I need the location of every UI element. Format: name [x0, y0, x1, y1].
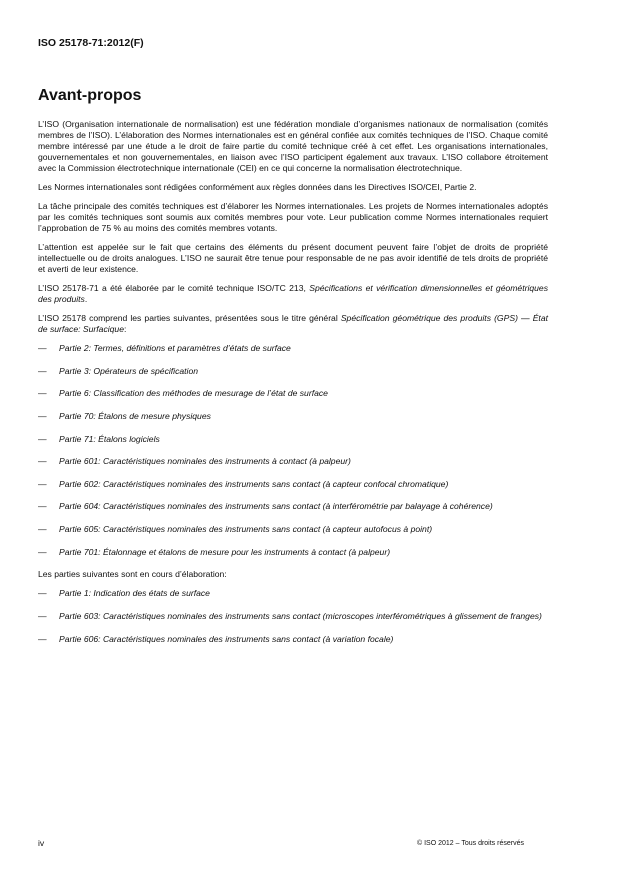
parts-intro-suffix: : — [124, 324, 127, 335]
dash-bullet: — — [38, 501, 47, 512]
list-item-text: Partie 604: Caractéristiques nominales des instruments sans contact (à interférométrie par balayage à cohérence) — [59, 501, 493, 512]
dash-bullet: — — [38, 611, 47, 622]
committee-paragraph — [38, 283, 548, 305]
parts-intro-prefix: L’ISO 25178 comprend les parties suivantes, présentées sous le titre général — [38, 313, 341, 324]
parts-intro-title: Spécification géométrique des produits (GPS) — État de surface: Surfacique — [38, 313, 548, 335]
list-item-text: Partie 2: Termes, définitions et paramètres d’états de surface — [59, 343, 291, 354]
list-item — [38, 366, 548, 377]
list-item — [38, 634, 548, 645]
paragraph: L’ISO (Organisation internationale de normalisation) est une fédération mondiale d’organismes nationaux de normalisation (comités membres de l’ISO). L’élaboration des Normes internationales est en général confiée aux comités techniques de l’ISO. Chaque comité membre intéressé par une étude a le droit de faire partie du comité technique créé à cet effet. Les organisations internationales, gouvernementales et non gouvernementales, en liaison avec l’ISO participent également aux travaux. L’ISO collabore étroitement avec la Commission électrotechnique internationale (CEI) en ce qui concerne la normalisation électrotechnique. — [38, 119, 548, 173]
list-item — [38, 456, 548, 467]
copyright-notice: © ISO 2012 – Tous droits réservés — [417, 840, 524, 847]
section-title: Avant-propos — [38, 87, 142, 104]
pending-intro: Les parties suivantes sont en cours d’élaboration: — [38, 569, 227, 580]
list-item-text: Partie 603: Caractéristiques nominales des instruments sans contact (microscopes interférométriques à glissement de franges) — [59, 611, 542, 622]
pending-parts-list — [38, 588, 548, 644]
list-item-text: Partie 605: Caractéristiques nominales des instruments sans contact (à capteur autofocus à point) — [59, 524, 433, 535]
dash-bullet: — — [38, 588, 47, 599]
list-item-text: Partie 701: Étalonnage et étalons de mesure pour les instruments à contact (à palpeur) — [59, 546, 391, 557]
dash-bullet: — — [38, 456, 47, 467]
paragraph: La tâche principale des comités techniques est d’élaborer les Normes internationales. Les projets de Normes internationales adoptés par les comités techniques sont soumis aux comités membres pour vote. Leur publication comme Normes internationales requiert l’approbation de 75 % au moins des comités membres votants. — [38, 201, 548, 233]
dash-bullet: — — [38, 343, 47, 354]
list-item — [38, 547, 548, 558]
document-id: ISO 25178-71:2012(F) — [38, 37, 144, 49]
dash-bullet: — — [38, 524, 47, 535]
dash-bullet: — — [38, 365, 47, 376]
parts-intro — [38, 313, 548, 335]
list-item-text: Partie 6: Classification des méthodes de mesurage de l’état de surface — [59, 388, 328, 399]
dash-bullet: — — [38, 478, 47, 489]
list-item — [38, 434, 548, 445]
list-item — [38, 524, 548, 535]
list-item-text: Partie 70: Étalons de mesure physiques — [59, 411, 211, 422]
paragraph: Les Normes internationales sont rédigées conformément aux règles données dans les Directives ISO/CEI, Partie 2. — [38, 181, 477, 192]
list-item-text: Partie 71: Étalons logiciels — [59, 433, 160, 444]
paragraph: L’attention est appelée sur le fait que certains des éléments du présent document peuvent faire l’objet de droits de propriété intellectuelle ou de droits analogues. L’ISO ne saurait être tenue pour responsable de ne pas avoir identifié de tels droits de propriété et averti de leur existence. — [38, 242, 548, 274]
list-item — [38, 501, 548, 512]
page-number: iv — [38, 838, 45, 848]
dash-bullet: — — [38, 388, 47, 399]
list-item — [38, 588, 548, 599]
list-item-text: Partie 1: Indication des états de surface — [59, 588, 210, 599]
committee-prefix: L’ISO 25178-71 a été élaborée par le comité technique ISO/TC 213, — [38, 283, 310, 294]
list-item — [38, 343, 548, 354]
list-item — [38, 479, 548, 490]
dash-bullet: — — [38, 546, 47, 557]
foreword-body — [38, 119, 548, 656]
dash-bullet: — — [38, 633, 47, 644]
dash-bullet: — — [38, 411, 47, 422]
dash-bullet: — — [38, 433, 47, 444]
list-item-text: Partie 602: Caractéristiques nominales des instruments sans contact (à capteur confocal chromatique) — [59, 478, 449, 489]
list-item — [38, 411, 548, 422]
list-item — [38, 611, 548, 622]
list-item-text: Partie 601: Caractéristiques nominales des instruments à contact (à palpeur) — [59, 456, 351, 467]
list-item — [38, 388, 548, 399]
list-item-text: Partie 606: Caractéristiques nominales des instruments sans contact (à variation focale) — [59, 633, 394, 644]
parts-list — [38, 343, 548, 557]
committee-suffix: . — [84, 293, 88, 304]
list-item-text: Partie 3: Opérateurs de spécification — [59, 365, 199, 376]
committee-name: Spécifications et vérification dimensionnelles et géométriques des produits — [38, 283, 548, 304]
